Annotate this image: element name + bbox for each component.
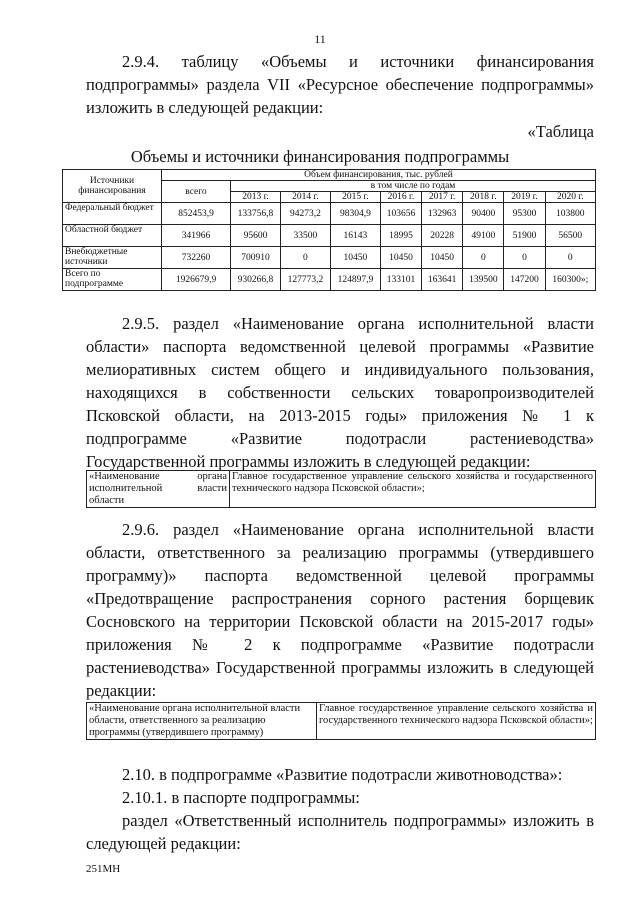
header-year: 2018 г. <box>463 192 504 203</box>
row-value: 133756,8 <box>231 203 281 225</box>
row-value: 0 <box>280 247 330 269</box>
row-value: 930266,8 <box>231 269 281 291</box>
header-sources: Источники финансирования <box>63 170 162 203</box>
header-year: 2020 г. <box>545 192 595 203</box>
header-year: 2016 г. <box>380 192 421 203</box>
paragraph-2-9-4: 2.9.4. таблицу «Объемы и источники финансирования подпрограммы» раздела VII «Ресурсное обеспечение подпрограммы» изложить в следующей редакции: <box>86 52 594 117</box>
row-value: 98304,9 <box>330 203 380 225</box>
table-row <box>87 471 596 508</box>
row-value: 0 <box>463 247 504 269</box>
row-value: 33500 <box>280 225 330 247</box>
row-value: 103656 <box>380 203 421 225</box>
row-label: Областной бюджет <box>63 225 162 247</box>
row-value: 90400 <box>463 203 504 225</box>
authority-table-1 <box>86 470 596 508</box>
table-row <box>63 269 596 291</box>
row-value: 10450 <box>422 247 463 269</box>
row-label: Внебюджетные источники <box>63 247 162 269</box>
paragraph-responsible-executor: раздел «Ответственный исполнитель подпрограммы» изложить в следующей редакции: <box>86 811 594 853</box>
table-row <box>63 203 596 225</box>
paragraph-2-10-1: 2.10.1. в паспорте подпрограммы: <box>122 788 360 807</box>
header-year: 2014 г. <box>280 192 330 203</box>
row-total: 852453,9 <box>162 203 231 225</box>
row-label: Федеральный бюджет <box>63 203 162 225</box>
authority-value-cell: Главное государственное управление сельского хозяйства и государственного технического надзора Псковской области»; <box>317 703 596 740</box>
table-title: Объемы и источники финансирования подпрограммы <box>130 147 510 166</box>
authority-label-cell: «Наименование органа исполнительной власти области <box>87 471 230 508</box>
row-value: 700910 <box>231 247 281 269</box>
row-value: 147200 <box>504 269 545 291</box>
row-value: 160300»; <box>545 269 595 291</box>
header-year: 2019 г. <box>504 192 545 203</box>
row-value: 127773,2 <box>280 269 330 291</box>
row-value: 132963 <box>422 203 463 225</box>
row-value: 133101 <box>380 269 421 291</box>
authority-label-cell: «Наименование органа исполнительной власти области, ответственного за реализацию программы (утвердившего программу) <box>87 703 317 740</box>
table-reference: «Таблица <box>527 122 594 141</box>
row-value: 56500 <box>545 225 595 247</box>
row-value: 18995 <box>380 225 421 247</box>
row-value: 51900 <box>504 225 545 247</box>
authority-table-2 <box>86 702 596 740</box>
header-year: 2017 г. <box>422 192 463 203</box>
page-number: 11 <box>314 32 326 46</box>
paragraph-2-9-6: 2.9.6. раздел «Наименование органа исполнительной власти области, ответственного за реализацию программы (утвердившего программу)» паспорта ведомственной целевой программы «Предотвращение распространения сорного растения борщевик Сосновского на территории Псковской области на 2015-2017 годы» приложения № 2 к подпрограмме «Развитие подотрасли растениеводства» Государственной программы изложить в следующей редакции: <box>86 520 594 700</box>
table-row <box>63 225 596 247</box>
row-value: 163641 <box>422 269 463 291</box>
row-value: 49100 <box>463 225 504 247</box>
table-header-row <box>63 170 596 181</box>
header-total: всего <box>162 181 231 203</box>
row-total: 341966 <box>162 225 231 247</box>
header-year: 2013 г. <box>231 192 281 203</box>
row-value: 94273,2 <box>280 203 330 225</box>
paragraph-2-9-5: 2.9.5. раздел «Наименование органа исполнительной власти области» паспорта ведомственной целевой программы «Развитие мелиоративных систем общего и индивидуального пользования, находящихся в собственности сельских товаропроизводителей Псковской области, на 2013-2015 годы» приложения № 1 к подпрограмме «Развитие подотрасли растениеводства» Государственной программы изложить в следующей редакции: <box>86 314 594 471</box>
row-value: 95300 <box>504 203 545 225</box>
row-value: 103800 <box>545 203 595 225</box>
document-code: 251МН <box>86 863 121 875</box>
row-value: 20228 <box>422 225 463 247</box>
row-value: 124897,9 <box>330 269 380 291</box>
row-value: 95600 <box>231 225 281 247</box>
row-value: 0 <box>504 247 545 269</box>
row-value: 16143 <box>330 225 380 247</box>
row-total: 732260 <box>162 247 231 269</box>
row-value: 10450 <box>330 247 380 269</box>
table-row <box>63 247 596 269</box>
row-value: 139500 <box>463 269 504 291</box>
row-value: 10450 <box>380 247 421 269</box>
authority-value-cell: Главное государственное управление сельского хозяйства и государственного технического надзора Псковской области»; <box>230 471 596 508</box>
table-row <box>87 703 596 740</box>
financing-table <box>62 169 596 291</box>
row-value: 0 <box>545 247 595 269</box>
paragraph-2-10: 2.10. в подпрограмме «Развитие подотрасли животноводства»: <box>122 765 563 784</box>
row-label: Всего по подпрограмме <box>63 269 162 291</box>
header-volume: Объем финансирования, тыс. рублей <box>162 170 596 181</box>
header-including: в том числе по годам <box>231 181 596 192</box>
row-total: 1926679,9 <box>162 269 231 291</box>
header-year: 2015 г. <box>330 192 380 203</box>
